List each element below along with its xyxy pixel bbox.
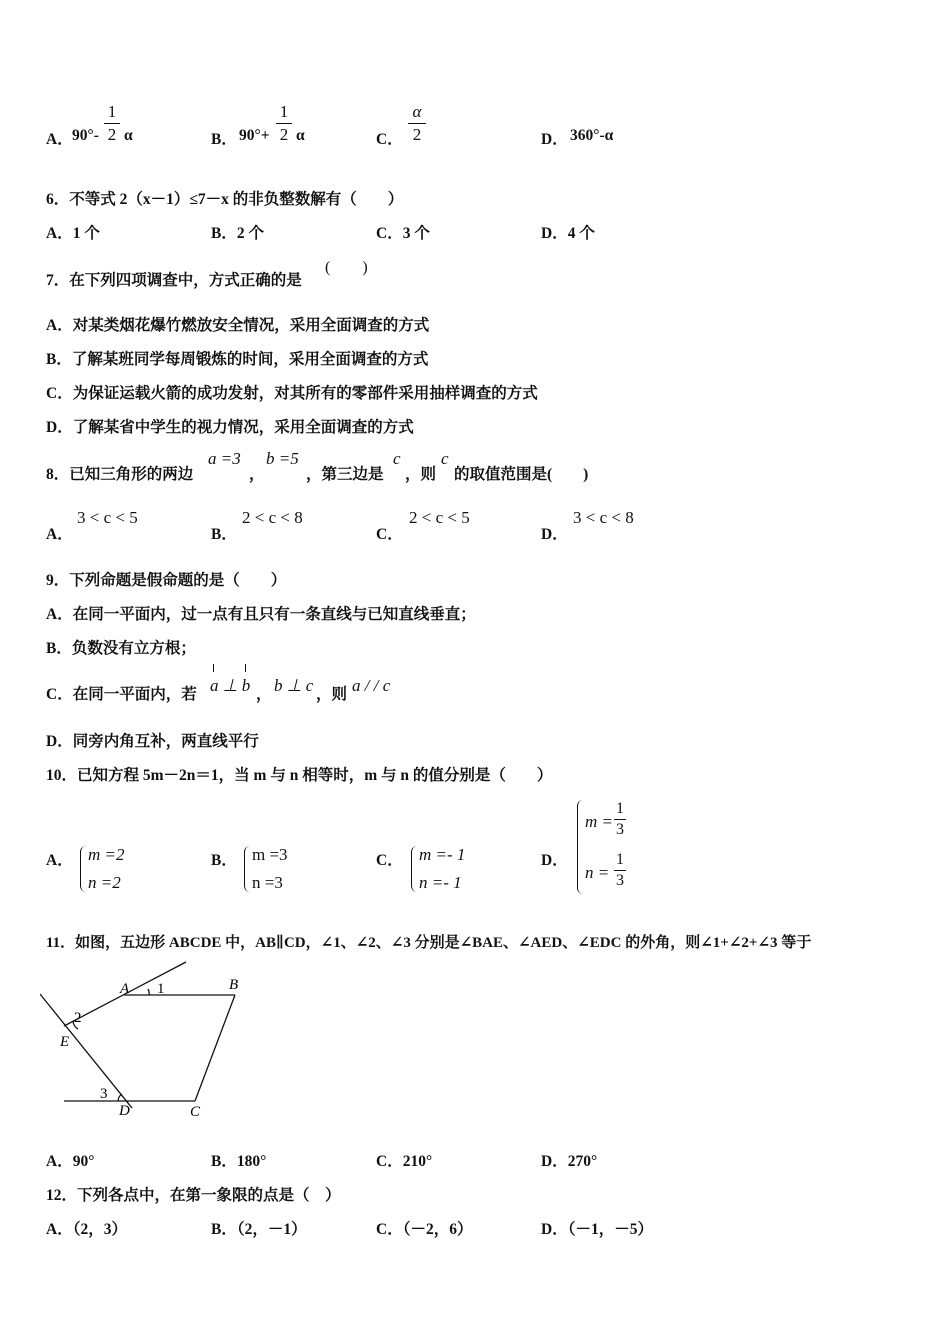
q7-option-c: C．为保证运载火箭的成功发射，对其所有的零部件采用抽样调查的方式 [46, 385, 538, 402]
q11-option-d: D．270° [541, 1153, 598, 1170]
q9-option-b: B．负数没有立方根； [46, 640, 196, 657]
q7-answer-paren: ( ) [325, 259, 368, 276]
q8-option-b-expr: 2 < c < 8 [242, 508, 303, 527]
q8-option-d-expr: 3 < c < 8 [573, 508, 634, 527]
q9-option-d: D．同旁内角互补，两直线平行 [46, 733, 259, 750]
q10-option-a-n: n =2 [88, 873, 121, 892]
q5-option-b-fraction [276, 102, 292, 145]
q10-stem: 10．已知方程 5m－2n＝1，当 m 与 n 相等时，m 与 n 的值分别是（ ） [46, 767, 553, 784]
q9-option-a: A．在同一平面内，过一点有且只有一条直线与已知直线垂直； [46, 606, 476, 623]
q12-option-c: C．（－2，6） [376, 1221, 473, 1238]
fraction-denominator: 2 [412, 125, 422, 144]
q6-option-a: A．1 个 [46, 225, 100, 242]
fraction-bar [408, 123, 426, 124]
q5-option-a-fraction [104, 102, 120, 145]
brace-icon [244, 846, 251, 892]
fraction-bar [104, 123, 120, 124]
q12-stem: 12．下列各点中，在第一象限的点是（ ） [46, 1187, 341, 1204]
q8-stem-suffix: 的取值范围是( ) [454, 466, 589, 483]
q12-option-b: B．（2，－1） [211, 1221, 307, 1238]
q8-comma: ， [249, 466, 265, 483]
q6-option-c: C．3 个 [376, 225, 430, 242]
q7-stem: 7．在下列四项调查中，方式正确的是 [46, 272, 302, 289]
q5-option-c-fraction [408, 102, 426, 145]
q5-option-d-text: 360°-α [570, 127, 614, 144]
fraction-bar [614, 819, 626, 820]
fraction-denominator: 3 [616, 872, 624, 889]
q8-side-b: b =5 [266, 449, 299, 468]
brace-icon [577, 800, 584, 894]
brace-icon [411, 846, 418, 892]
q9-option-c-expr2: b ⊥ c [274, 676, 314, 695]
q5-option-a-prefix: 90°- [72, 127, 99, 144]
pentagon-figure [40, 958, 270, 1128]
q7-option-d: D．了解某省中学生的视力情况，采用全面调查的方式 [46, 419, 414, 436]
q7-option-a: A．对某类烟花爆竹燃放安全情况，采用全面调查的方式 [46, 317, 430, 334]
fraction-numerator: 1 [616, 851, 624, 868]
q10-option-d-label: D． [541, 852, 568, 869]
q7-option-b: B．了解某班同学每周锻炼的时间，采用全面调查的方式 [46, 351, 429, 368]
fraction-denominator: 3 [616, 821, 624, 838]
q9-option-c-expr3: a / / c [352, 676, 391, 695]
fraction-numerator: 1 [279, 102, 289, 121]
angle-2-label: 2 [74, 1010, 82, 1026]
q8-option-c-label: C． [376, 526, 403, 543]
q5-option-c-label: C． [376, 131, 403, 148]
q8-option-a-expr: 3 < c < 5 [77, 508, 138, 527]
q5-option-b-suffix: α [296, 127, 305, 144]
q5-option-b-prefix: 90°+ [239, 127, 270, 144]
q11-option-a: A．90° [46, 1153, 95, 1170]
angle-1-arc [148, 989, 149, 995]
angle-1-label: 1 [157, 981, 165, 997]
q8-side-c: c [393, 449, 401, 468]
q8-stem-then: ，则 [405, 466, 437, 483]
q8-option-b-label: B． [211, 526, 237, 543]
q6-option-d: D．4 个 [541, 225, 595, 242]
q10-option-b-n: n =3 [252, 873, 283, 892]
q11-stem: 11．如图，五边形 ABCDE 中，AB∥CD，∠1、∠2、∠3 分别是∠BAE、∠AED、∠EDC 的外角，则∠1+∠2+∠3 等于 [46, 935, 812, 951]
q9-option-c-expr1: a ⊥ b [210, 676, 251, 695]
q8-stem-mid: ，第三边是 [306, 466, 384, 483]
fraction-bar [614, 870, 626, 871]
q8-option-d-label: D． [541, 526, 568, 543]
q5-option-a-suffix: α [124, 127, 133, 144]
angle-3-arc [118, 1094, 122, 1101]
q6-option-b: B．2 个 [211, 225, 264, 242]
q10-option-a-label: A． [46, 852, 73, 869]
q8-side-a: a =3 [208, 449, 241, 468]
q10-option-d-n-fraction [614, 851, 626, 890]
q5-option-d-label: D． [541, 131, 568, 148]
q5-option-a-label: A． [46, 131, 73, 148]
q10-option-d-m-fraction [614, 800, 626, 839]
q5-option-b-label: B． [211, 131, 237, 148]
fraction-denominator: 2 [279, 125, 289, 144]
vertex-e-label: E [60, 1034, 70, 1050]
vertex-d-label: D [119, 1103, 130, 1119]
q11-option-b: B．180° [211, 1153, 267, 1170]
brace-icon [80, 846, 87, 892]
q9-option-c-prefix: C．在同一平面内，若 [46, 686, 197, 703]
q10-option-c-m: m =- 1 [419, 845, 466, 864]
fraction-numerator: α [412, 102, 422, 121]
q10-option-c-label: C． [376, 852, 403, 869]
angle-3-label: 3 [100, 1086, 108, 1102]
line-through-e-d [40, 994, 132, 1108]
q12-option-a: A．（2，3） [46, 1221, 127, 1238]
q10-option-a-m: m =2 [88, 845, 125, 864]
q8-option-c-expr: 2 < c < 5 [409, 508, 470, 527]
q8-side-c-2: c [441, 449, 449, 468]
vertex-c-label: C [190, 1104, 201, 1120]
q8-stem-prefix: 8．已知三角形的两边 [46, 466, 194, 483]
q10-option-d-m: m = [585, 812, 613, 831]
q8-option-a-label: A． [46, 526, 73, 543]
q11-option-c: C．210° [376, 1153, 433, 1170]
q9-option-c-then: ，则 [316, 686, 348, 703]
q6-stem: 6．不等式 2（x－1）≤7－x 的非负整数解有（ ） [46, 191, 404, 208]
q12-option-d: D．（－1，－5） [541, 1221, 653, 1238]
vertex-b-label: B [229, 977, 239, 993]
q10-option-b-label: B． [211, 852, 237, 869]
fraction-denominator: 2 [107, 125, 117, 144]
fraction-numerator: 1 [107, 102, 117, 121]
q10-option-d-n: n = [585, 863, 610, 882]
q9-stem: 9．下列命题是假命题的是（ ） [46, 572, 287, 589]
q10-option-c-n: n =- 1 [419, 873, 462, 892]
fraction-bar [276, 123, 292, 124]
vertex-a-label: A [120, 981, 130, 997]
fraction-numerator: 1 [616, 800, 624, 817]
vector-tick [213, 664, 214, 672]
q10-option-b-m: m =3 [252, 845, 288, 864]
vector-tick [245, 664, 246, 672]
segment-bc [195, 995, 235, 1101]
q9-option-c-comma: ， [256, 686, 272, 703]
